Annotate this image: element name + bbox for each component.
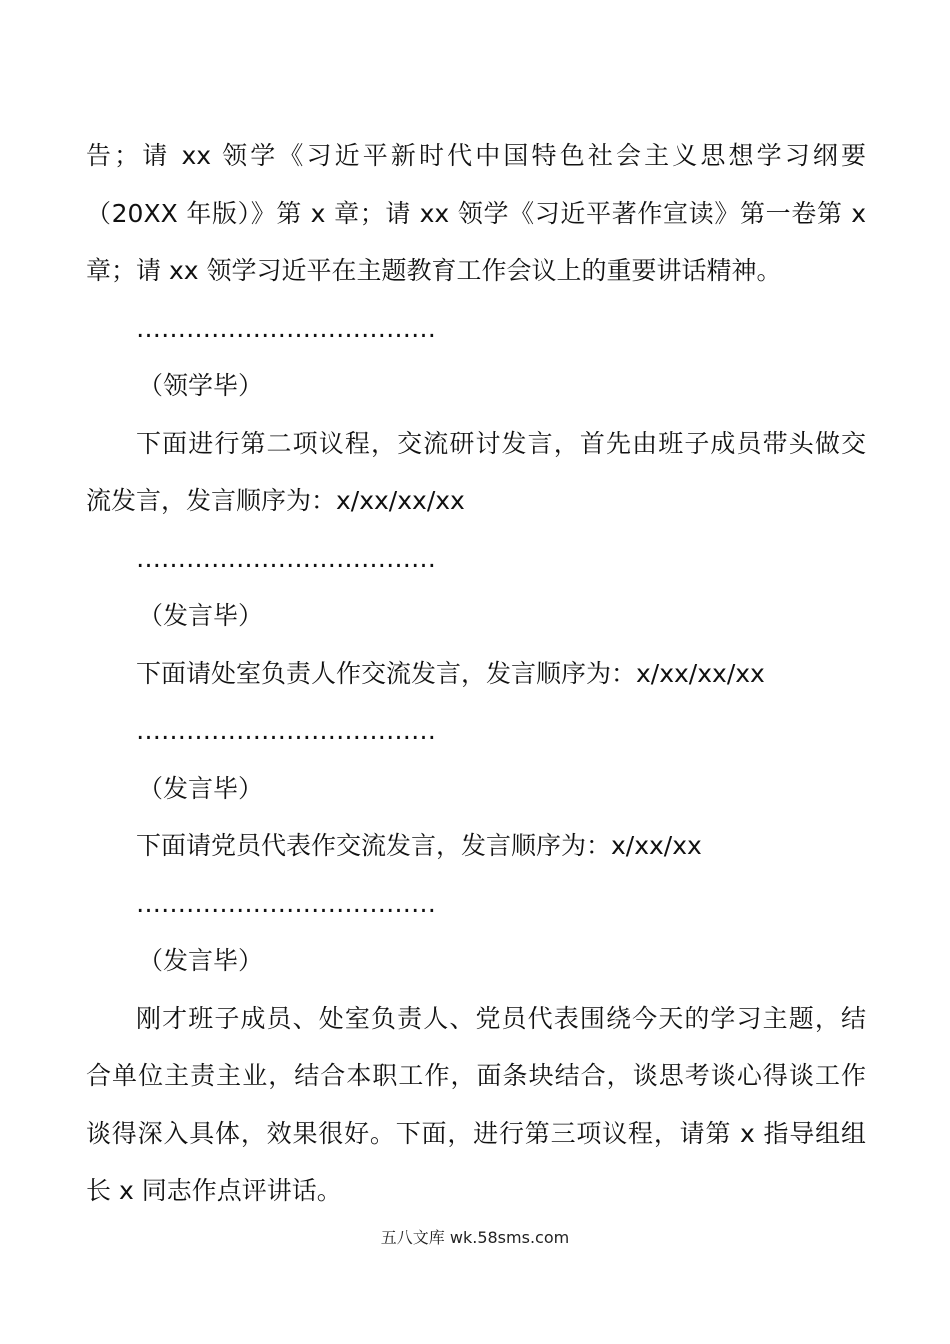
paragraph-line: 下面请党员代表作交流发言，发言顺序为：x/xx/xx xyxy=(136,831,702,860)
paragraph-line: 合单位主责主业，结合本职工作，面条块结合，谈思考谈心得谈工作 xyxy=(86,1061,866,1090)
paragraph-line: 下面请处室负责人作交流发言，发言顺序为：x/xx/xx/xx xyxy=(136,658,765,688)
paragraph-line: 流发言，发言顺序为：x/xx/xx/xx xyxy=(86,486,465,515)
footer-watermark: 五八文库 wk.58sms.com xyxy=(380,1228,570,1247)
note-line: （发言毕） xyxy=(138,946,264,975)
document-body xyxy=(86,127,866,1220)
ellipsis-separator: ……………………………… xyxy=(136,716,436,745)
paragraph-line: 章；请 xx 领学习近平在主题教育工作会议上的重要讲话精神。 xyxy=(86,256,782,285)
paragraph-line: （20XX 年版）》第 x 章；请 xx 领学《习近平著作宣读》第一卷第 x xyxy=(86,198,866,228)
note-line: （发言毕） xyxy=(138,601,264,630)
ellipsis-separator: ……………………………… xyxy=(136,888,436,918)
ellipsis-separator: ……………………………… xyxy=(136,313,436,343)
paragraph-line: 谈得深入具体，效果很好。下面，进行第三项议程，请第 x 指导组组 xyxy=(86,1118,866,1148)
note-line: （领学毕） xyxy=(138,371,264,400)
ellipsis-separator: ……………………………… xyxy=(136,543,436,573)
paragraph-line: 长 x 同志作点评讲话。 xyxy=(86,1176,342,1205)
paragraph-line: 刚才班子成员、处室负责人、党员代表围绕今天的学习主题，结 xyxy=(136,1003,866,1033)
paragraph-line: 下面进行第二项议程，交流研讨发言，首先由班子成员带头做交 xyxy=(136,428,866,458)
note-line: （发言毕） xyxy=(138,773,264,803)
paragraph-line: 告；请 xx 领学《习近平新时代中国特色社会主义思想学习纲要 xyxy=(86,141,866,170)
